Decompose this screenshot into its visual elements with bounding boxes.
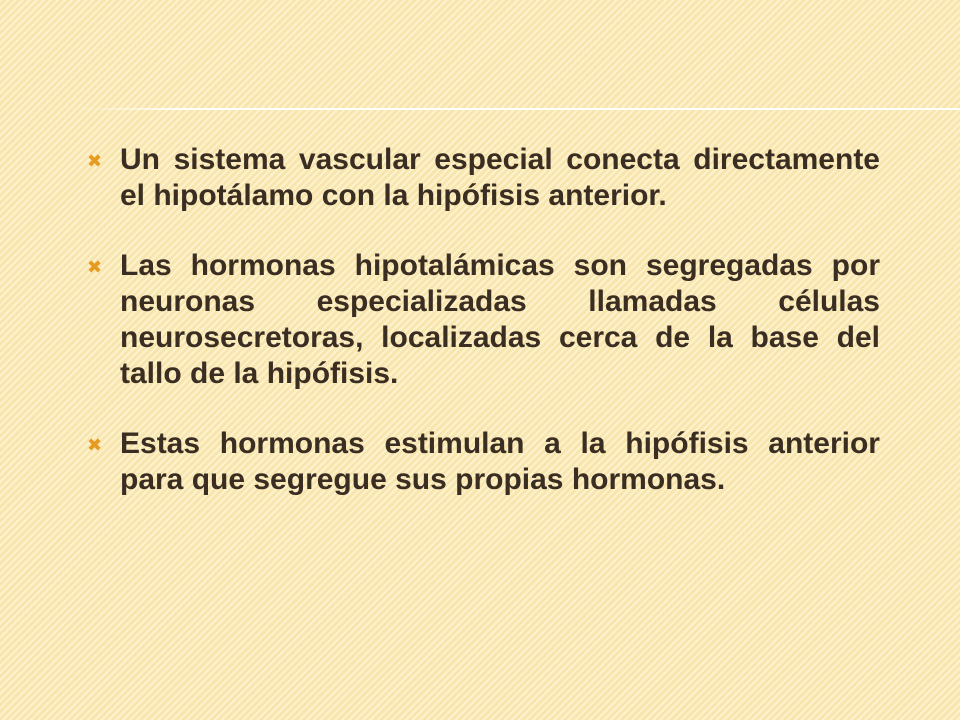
bullet-item	[84, 248, 880, 392]
bullet-text: Un sistema vascular especial conecta directamente el hipotálamo con la hipófisis anterior.	[120, 143, 880, 212]
bullet-item	[84, 426, 880, 498]
x-bullet-icon: ✖	[87, 151, 103, 171]
x-bullet-icon: ✖	[87, 257, 103, 277]
bullet-item	[84, 142, 880, 214]
bullet-text: Las hormonas hipotalámicas son segregadas por neuronas especializadas llamadas células neurosecretoras, localizadas cerca de la base del tallo de la hipófisis.	[120, 249, 880, 390]
x-bullet-icon: ✖	[87, 435, 103, 455]
title-divider-line	[76, 108, 960, 110]
bullet-text: Estas hormonas estimulan a la hipófisis anterior para que segregue sus propias hormonas.	[120, 427, 880, 496]
bullet-list	[84, 142, 880, 532]
